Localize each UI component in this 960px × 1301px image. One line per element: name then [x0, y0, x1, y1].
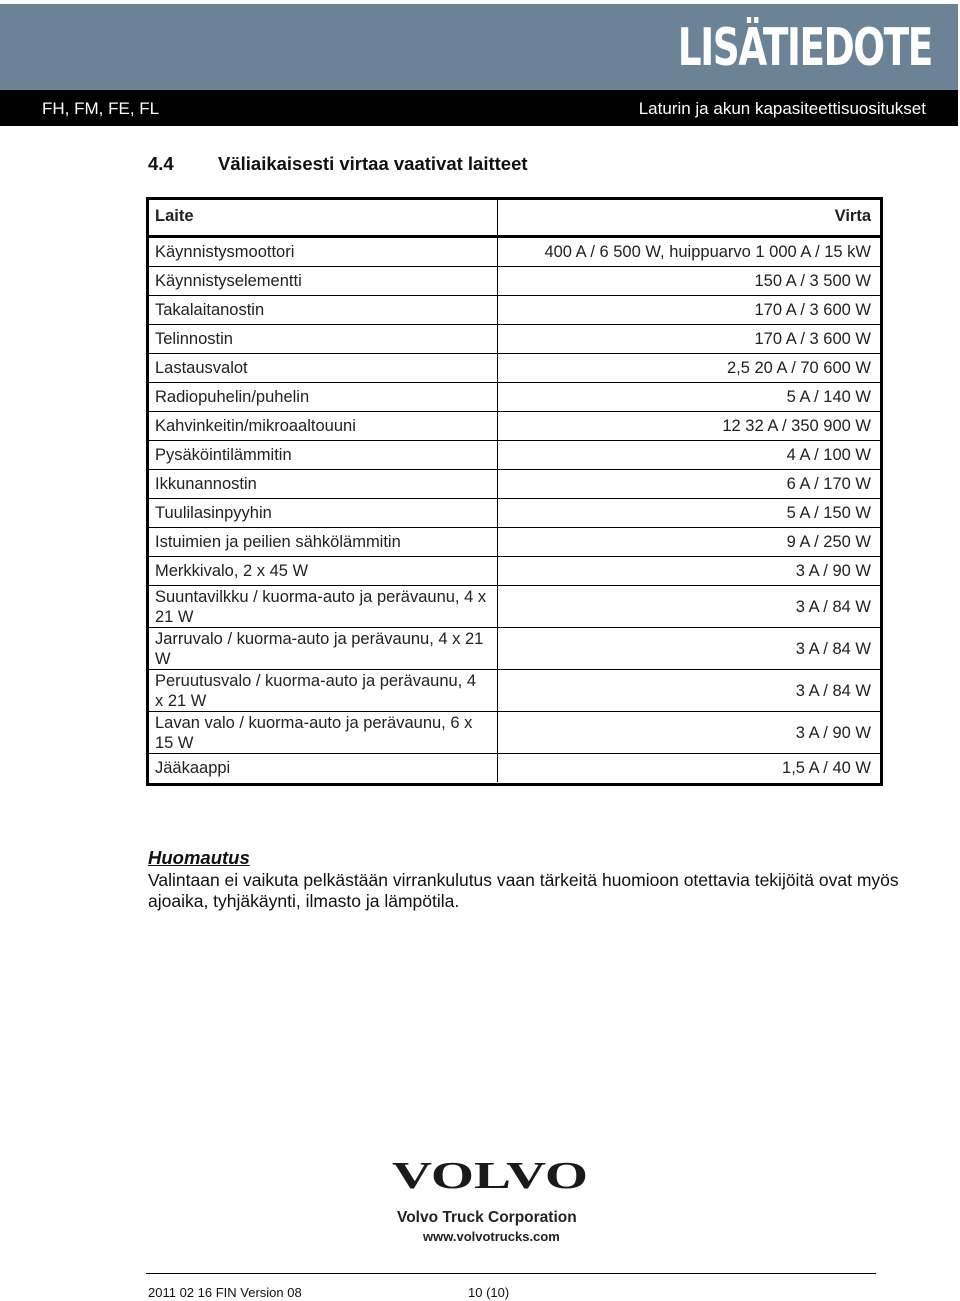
device-cell: Istuimien ja peilien sähkölämmitin	[146, 528, 498, 557]
device-cell: Lastausvalot	[146, 354, 498, 383]
table-row	[146, 470, 880, 499]
current-cell: 3 A / 84 W	[498, 628, 881, 670]
doc-info: 2011 02 16 FIN Version 08	[148, 1285, 302, 1300]
table-row	[146, 296, 880, 325]
volvo-wordmark: VOLVO	[392, 1158, 588, 1192]
table-row	[146, 557, 880, 586]
table-row	[146, 267, 880, 296]
table-row	[146, 628, 880, 670]
device-cell: Jarruvalo / kuorma-auto ja perävaunu, 4 x 21 W	[146, 628, 498, 670]
device-cell: Merkkivalo, 2 x 45 W	[146, 557, 498, 586]
models-label: FH, FM, FE, FL	[42, 99, 160, 118]
table-row	[146, 325, 880, 354]
device-cell: Käynnistyselementti	[146, 267, 498, 296]
current-cell: 5 A / 150 W	[498, 499, 881, 528]
current-cell: 6 A / 170 W	[498, 470, 881, 499]
header-current: Virta	[498, 197, 881, 237]
device-cell: Kahvinkeitin/mikroaaltouuni	[146, 412, 498, 441]
device-cell: Pysäköintilämmitin	[146, 441, 498, 470]
device-cell: Ikkunannostin	[146, 470, 498, 499]
current-cell: 170 A / 3 600 W	[498, 325, 881, 354]
current-cell: 4 A / 100 W	[498, 441, 881, 470]
current-cell: 400 A / 6 500 W, huippuarvo 1 000 A / 15 kW	[498, 237, 881, 267]
device-cell: Suuntavilkku / kuorma-auto ja perävaunu, 4 x 21 W	[146, 586, 498, 628]
device-cell: Tuulilasinpyyhin	[146, 499, 498, 528]
current-cell: 3 A / 84 W	[498, 586, 881, 628]
corporation-name: Volvo Truck Corporation	[397, 1209, 577, 1226]
section-title: Väliaikaisesti virtaa vaativat laitteet	[218, 153, 528, 174]
table-row	[146, 754, 880, 783]
corporation-url: www.volvotrucks.com	[423, 1229, 560, 1244]
current-cell: 3 A / 90 W	[498, 557, 881, 586]
current-cell: 9 A / 250 W	[498, 528, 881, 557]
table-row	[146, 237, 880, 267]
volvo-logo	[390, 1158, 590, 1192]
power-table	[146, 197, 880, 782]
header-band	[0, 4, 958, 90]
header-bar	[0, 90, 958, 126]
footer-divider	[146, 1273, 876, 1274]
table-row	[146, 354, 880, 383]
current-cell: 3 A / 84 W	[498, 670, 881, 712]
device-cell: Lavan valo / kuorma-auto ja perävaunu, 6 x 15 W	[146, 712, 498, 754]
table-row	[146, 441, 880, 470]
current-cell: 150 A / 3 500 W	[498, 267, 881, 296]
current-cell: 5 A / 140 W	[498, 383, 881, 412]
section-heading	[148, 153, 528, 175]
table-row	[146, 586, 880, 628]
subject-label: Laturin ja akun kapasiteettisuositukset	[638, 99, 926, 118]
table-row	[146, 670, 880, 712]
current-cell: 2,5 20 A / 70 600 W	[498, 354, 881, 383]
device-cell: Käynnistysmoottori	[146, 237, 498, 267]
note-title: Huomautus	[148, 847, 250, 868]
page-number: 10 (10)	[468, 1285, 510, 1300]
device-cell: Jääkaappi	[146, 754, 498, 783]
table-row	[146, 412, 880, 441]
header-device: Laite	[146, 197, 498, 237]
brand-title: LISÄTIEDOTE	[677, 18, 932, 78]
current-cell: 12 32 A / 350 900 W	[498, 412, 881, 441]
device-cell: Radiopuhelin/puhelin	[146, 383, 498, 412]
device-cell: Telinnostin	[146, 325, 498, 354]
current-cell: 170 A / 3 600 W	[498, 296, 881, 325]
current-cell: 1,5 A / 40 W	[782, 759, 871, 777]
table-row	[146, 528, 880, 557]
table-row	[146, 712, 880, 754]
note-text: Valintaan ei vaikuta pelkästään virrankulutus vaan tärkeitä huomioon otettavia tekijöitä ovat myös ajoaika, tyhjäkäynti, ilmasto ja lämpötila.	[148, 870, 899, 911]
table-header-row	[146, 197, 880, 237]
section-number: 4.4	[148, 153, 174, 174]
device-cell: Takalaitanostin	[146, 296, 498, 325]
current-cell: 3 A / 90 W	[498, 712, 881, 754]
table-row	[146, 383, 880, 412]
device-cell: Peruutusvalo / kuorma-auto ja perävaunu, 4 x 21 W	[146, 670, 498, 712]
table-row	[146, 499, 880, 528]
